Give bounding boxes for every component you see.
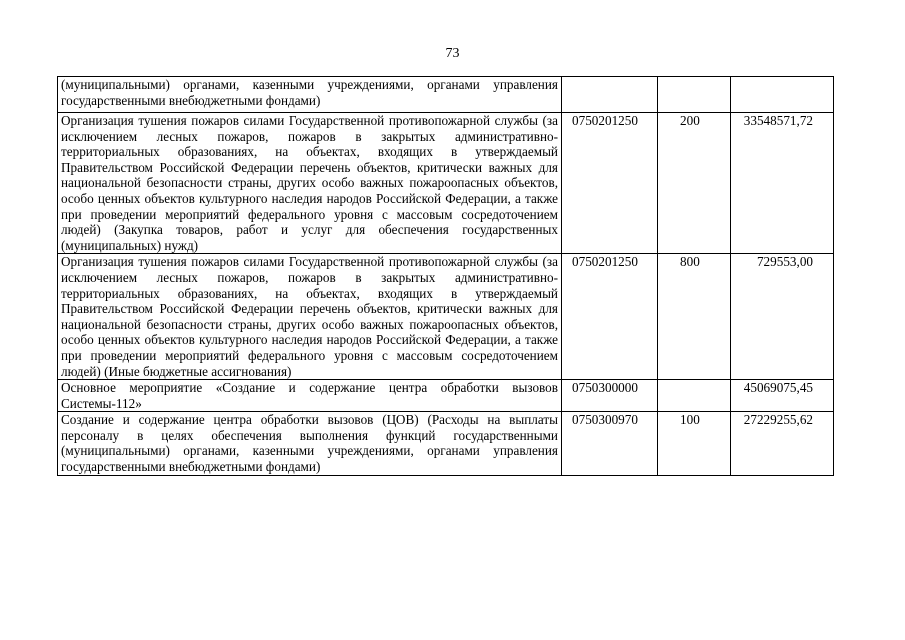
row-target-code: 0750300000 <box>562 380 658 412</box>
table-row <box>58 77 834 113</box>
row-expense-type <box>658 77 731 113</box>
row-amount: 729553,00 <box>731 254 834 380</box>
row-target-code: 0750201250 <box>562 254 658 380</box>
row-description: Основное мероприятие «Создание и содержание центра обработки вызовов Системы-112» <box>58 380 562 412</box>
row-expense-type: 100 <box>658 412 731 475</box>
row-amount <box>731 77 834 113</box>
row-amount: 33548571,72 <box>731 113 834 254</box>
row-description: Создание и содержание центра обработки вызовов (ЦОВ) (Расходы на выплаты персоналу в целях обеспечения выполнения функций государственными (муниципальными) органами, казенными учреждениями, органами управления государственными внебюджетными фондами) <box>58 412 562 475</box>
row-amount: 27229255,62 <box>731 412 834 475</box>
row-description: (муниципальными) органами, казенными учреждениями, органами управления государственными внебюджетными фондами) <box>58 77 562 113</box>
row-target-code: 0750201250 <box>562 113 658 254</box>
table-row <box>58 254 834 380</box>
row-expense-type <box>658 380 731 412</box>
row-description: Организация тушения пожаров силами Государственной противопожарной службы (за исключением лесных пожаров, пожаров в закрытых административно-территориальных образованиях, на объектах, входящих в утверждаемый Правительством Российской Федерации перечень объектов, критически важных для национальной безопасности страны, других особо важных пожароопасных объектов, особо ценных объектов культурного наследия народов Российской Федерации, а также при проведении мероприятий федерального уровня с массовым сосредоточением людей) (Иные бюджетные ассигнования) <box>58 254 562 380</box>
row-target-code: 0750300970 <box>562 412 658 475</box>
row-expense-type: 800 <box>658 254 731 380</box>
table-row <box>58 113 834 254</box>
row-target-code <box>562 77 658 113</box>
table-row <box>58 412 834 475</box>
table-row <box>58 380 834 412</box>
row-description: Организация тушения пожаров силами Государственной противопожарной службы (за исключением лесных пожаров, пожаров в закрытых административно-территориальных образованиях, на объектах, входящих в утверждаемый Правительством Российской Федерации перечень объектов, критически важных для национальной безопасности страны, других особо важных пожароопасных объектов, особо ценных объектов культурного наследия народов Российской Федерации, а также при проведении мероприятий федерального уровня с массовым сосредоточением людей) (Закупка товаров, работ и услуг для обеспечения государственных (муниципальных) нужд) <box>58 113 562 254</box>
page-number: 73 <box>445 46 460 61</box>
budget-table <box>57 76 834 476</box>
row-expense-type: 200 <box>658 113 731 254</box>
row-amount: 45069075,45 <box>731 380 834 412</box>
